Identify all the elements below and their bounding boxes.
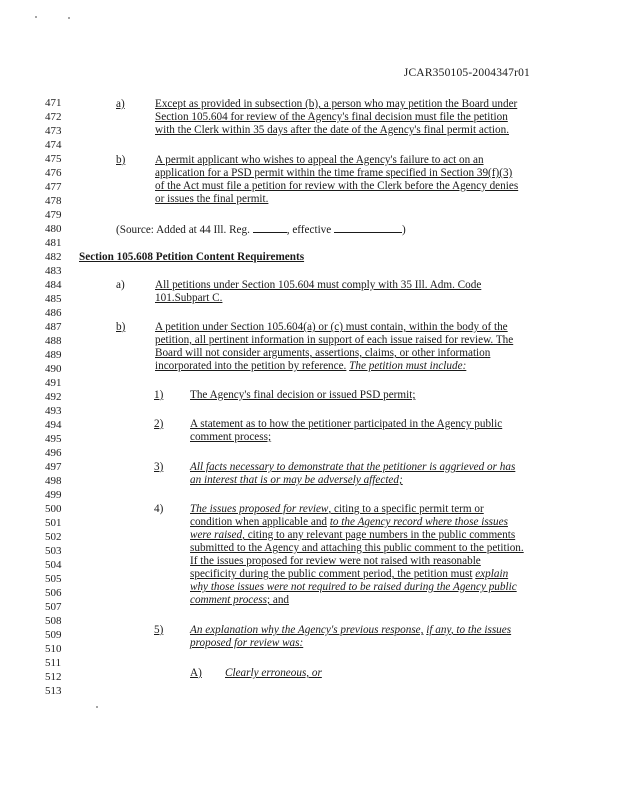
item-4-line: submitted to the Agency and attaching this public comment to the petition. [190,542,524,554]
line-number: 491 [45,377,62,389]
source-note-middle: , effective [286,224,332,236]
source-note-prefix: (Source: Added at 44 Ill. Reg. [116,224,250,236]
line-number: 506 [45,587,62,599]
line-number: 473 [45,125,62,137]
line-number: 477 [45,181,62,193]
line-number: 482 [45,251,62,263]
line-number: 500 [45,503,62,515]
item-2-label: 2) [154,418,164,430]
item-4-line: condition when applicable and to the Agency record where those issues [190,516,508,528]
line-number: 510 [45,643,62,655]
item-5-line: An explanation why the Agency's previous response, if any, to the issues [190,624,512,636]
line-number: 493 [45,405,62,417]
line-number: 474 [45,139,62,151]
line-number: 471 [45,97,62,109]
line-number: 486 [45,307,62,319]
source-note [116,223,406,236]
scan-speck [96,706,98,708]
source-date-blank [334,223,402,233]
subsection-b-line: application for a PSD permit within the time frame specified in Section 39(f)(3) [155,167,513,179]
line-number: 507 [45,601,62,613]
line-number: 490 [45,363,62,375]
line-number: 503 [45,545,62,557]
item-A-text: Clearly erroneous, or [225,667,322,679]
item-1-label: 1) [154,389,164,401]
line-number: 496 [45,447,62,459]
line-number: 478 [45,195,62,207]
line-number: 508 [45,615,62,627]
line-number: 498 [45,475,62,487]
section-608-b-line: petition, all pertinent information in support of each issue raised for review. The [155,334,514,346]
section-heading: Section 105.608 Petition Content Requirements [79,251,305,263]
line-number: 502 [45,531,62,543]
item-4-line: were raised, citing to any relevant page numbers in the public comments [190,529,516,541]
line-number: 489 [45,349,62,361]
scan-speck [35,16,37,18]
line-number: 512 [45,671,62,683]
line-number: 483 [45,265,62,277]
line-number: 480 [45,223,62,235]
item-2-line: A statement as to how the petitioner participated in the Agency public [190,418,503,430]
line-number: 499 [45,489,62,501]
line-number: 484 [45,279,62,291]
line-number: 479 [45,209,62,221]
section-608-b-label: b) [116,321,126,333]
source-volume-blank [253,223,287,233]
subsection-a-label: a) [116,98,125,110]
item-4-line: The issues proposed for review, citing to a specific permit term or [190,503,484,515]
line-number: 488 [45,335,62,347]
line-number: 487 [45,321,62,333]
section-608-b-line: Board will not consider arguments, assertions, claims, or other information [155,347,491,359]
subsection-b-label: b) [116,154,126,166]
section-608-b-line: A petition under Section 105.604(a) or (c) must contain, within the body of the [155,321,508,333]
line-number: 475 [45,153,62,165]
line-number: 485 [45,293,62,305]
subsection-a-line: Except as provided in subsection (b), a person who may petition the Board under [155,98,518,110]
item-4-line: comment process; and [190,594,290,606]
line-number: 492 [45,391,62,403]
subsection-a-line: Section 105.604 for review of the Agency's final decision must file the petition [155,111,508,123]
line-number: 504 [45,559,62,571]
document-id: JCAR350105-2004347r01 [403,67,530,79]
subsection-b-line: A permit applicant who wishes to appeal the Agency's failure to act on an [155,154,484,166]
line-number: 494 [45,419,62,431]
section-608-a-line: All petitions under Section 105.604 must comply with 35 Ill. Adm. Code [155,279,482,291]
line-number: 501 [45,517,62,529]
subsection-b-line: or issues the final permit. [155,193,269,205]
line-number: 509 [45,629,62,641]
line-number: 495 [45,433,62,445]
item-4-line: If the issues proposed for review were not raised with reasonable [190,555,481,567]
line-number: 497 [45,461,62,473]
item-3-line: an interest that is or may be adversely affected; [190,474,403,486]
item-1-text: The Agency's final decision or issued PSD permit; [190,389,416,401]
section-608-a-label: a) [116,279,125,291]
scan-speck [68,17,70,19]
item-4-label: 4) [154,503,164,515]
line-number: 472 [45,111,62,123]
line-number: 511 [45,657,62,669]
source-note-suffix: ) [402,224,406,236]
item-5-label: 5) [154,624,164,636]
item-2-line: comment process; [190,431,272,443]
subsection-a-line: with the Clerk within 35 days after the date of the Agency's final permit action. [155,124,510,136]
line-number: 481 [45,237,62,249]
item-A-label: A) [190,667,202,679]
section-608-b-line: incorporated into the petition by reference. The petition must include: [155,360,467,372]
line-number: 505 [45,573,62,585]
item-4-line: why those issues were not required to be raised during the Agency public [190,581,517,593]
line-number: 476 [45,167,62,179]
section-608-a-line: 101.Subpart C. [155,292,223,304]
subsection-b-line: of the Act must file a petition for review with the Clerk before the Agency denies [155,180,519,192]
item-3-line: All facts necessary to demonstrate that the petitioner is aggrieved or has [190,461,516,473]
item-4-line: specificity during the public comment period, the petition must explain [190,568,509,580]
line-number: 513 [45,685,62,697]
item-5-line: proposed for review was: [190,637,304,649]
item-3-label: 3) [154,461,164,473]
